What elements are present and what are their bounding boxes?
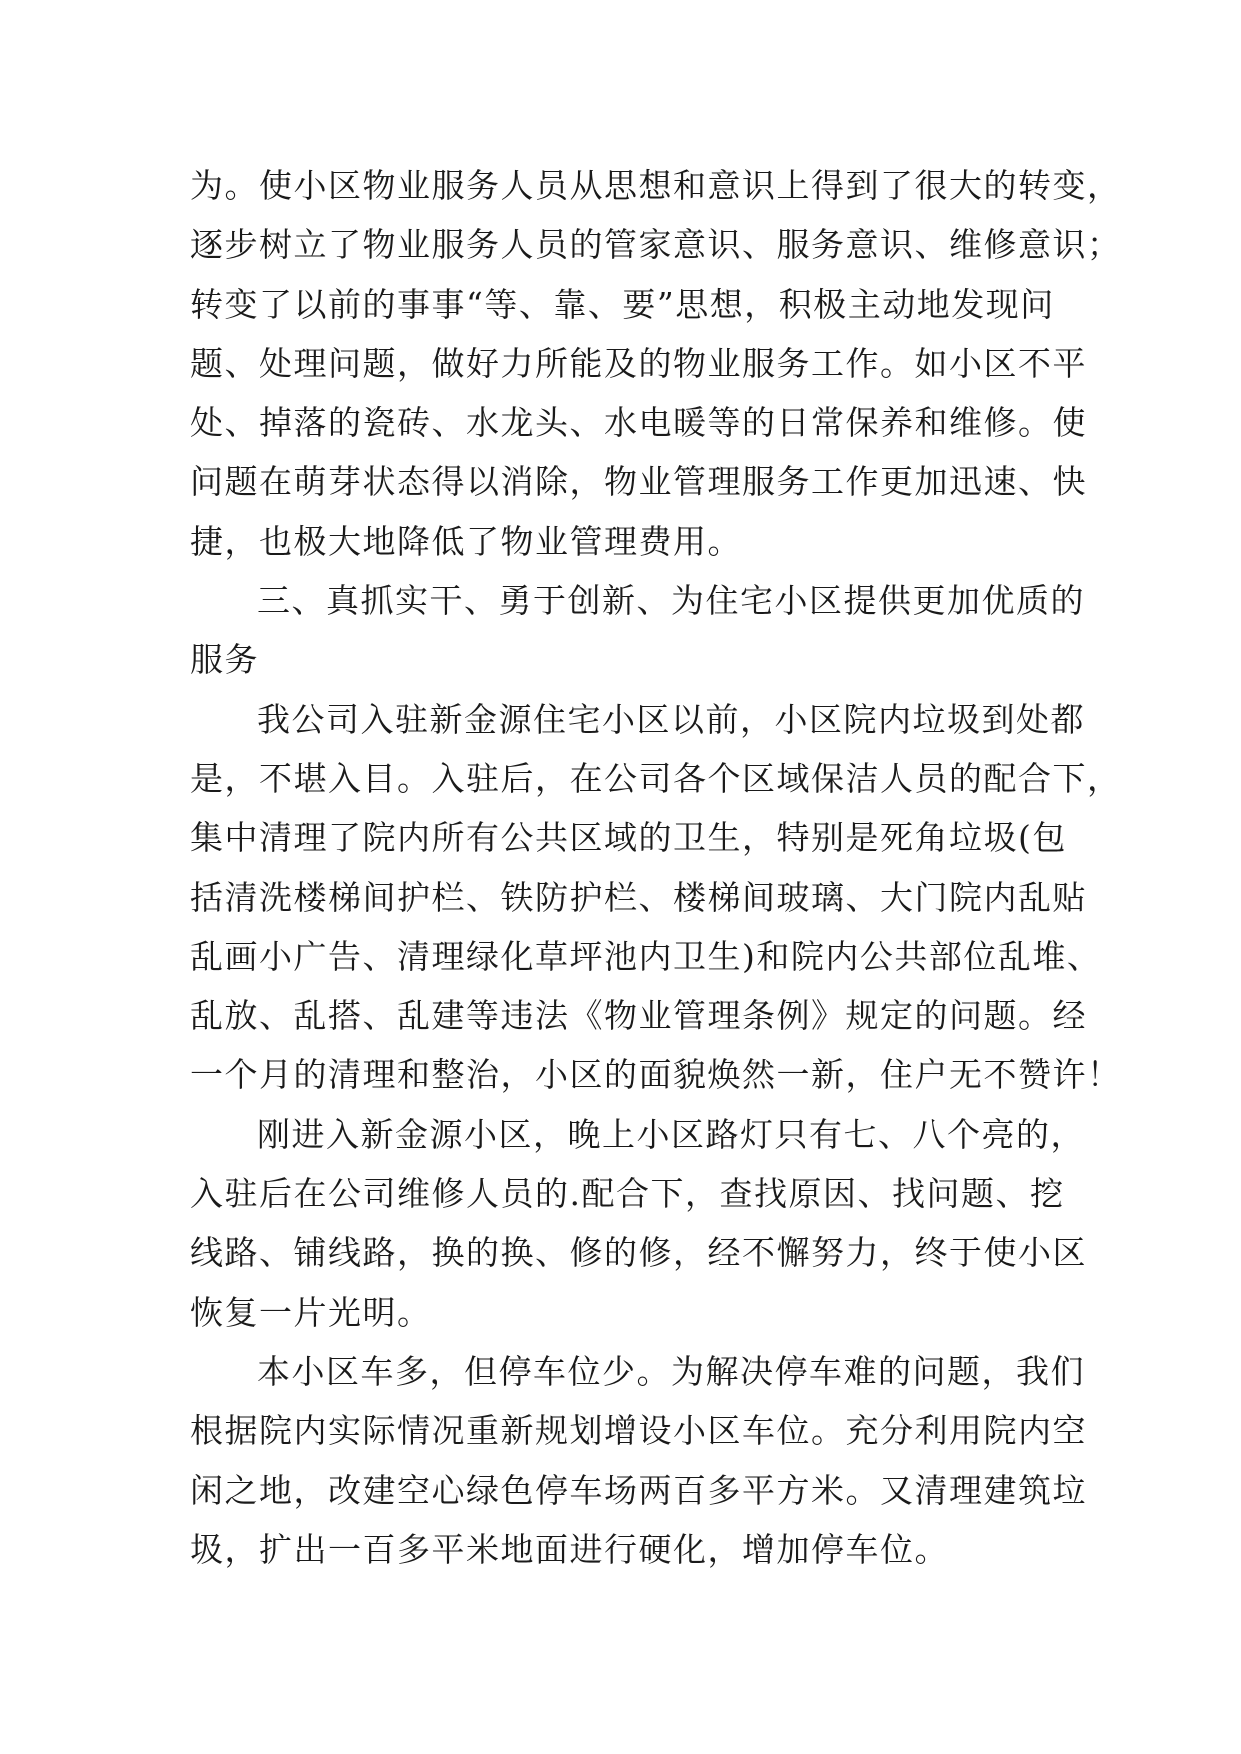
paragraph-first-line: 刚进入新金源小区，晚上小区路灯只有七、八个亮的， — [257, 1114, 1085, 1154]
text-line: 集中清理了院内所有公共区域的卫生，特别是死角垃圾(包 — [190, 818, 1067, 858]
text-line: 圾，扩出一百多平米地面进行硬化，增加停车位。 — [190, 1529, 949, 1569]
text-line: 服务 — [190, 640, 259, 680]
text-line: 线路、铺线路，换的换、修的修，经不懈努力，终于使小区 — [190, 1233, 1087, 1273]
paragraph-first-line: 本小区车多，但停车位少。为解决停车难的问题，我们 — [257, 1351, 1085, 1391]
paragraph-first-line: 三、真抓实干、勇于创新、为住宅小区提供更加优质的 — [257, 581, 1085, 621]
text-line: 入驻后在公司维修人员的.配合下，查找原因、找问题、挖 — [190, 1174, 1065, 1214]
text-line: 是，不堪入目。入驻后，在公司各个区域保洁人员的配合下， — [190, 758, 1122, 798]
text-line: 闲之地，改建空心绿色停车场两百多平方米。又清理建筑垃 — [190, 1470, 1087, 1510]
text-line: 处、掉落的瓷砖、水龙头、水电暖等的日常保养和维修。使 — [190, 403, 1087, 443]
text-line: 题、处理问题，做好力所能及的物业服务工作。如小区不平 — [190, 343, 1087, 383]
text-line: 一个月的清理和整治，小区的面貌焕然一新，住户无不赞许！ — [190, 1055, 1122, 1095]
body-text — [190, 156, 1122, 1579]
text-line: 逐步树立了物业服务人员的管家意识、服务意识、维修意识； — [190, 225, 1122, 265]
text-line: 根据院内实际情况重新规划增设小区车位。充分利用院内空 — [190, 1411, 1087, 1451]
text-line: 捷，也极大地降低了物业管理费用。 — [190, 521, 742, 561]
text-line: 转变了以前的事事“等、靠、要”思想，积极主动地发现问 — [190, 284, 1055, 324]
text-line: 恢复一片光明。 — [190, 1292, 432, 1332]
text-line: 括清洗楼梯间护栏、铁防护栏、楼梯间玻璃、大门院内乱贴 — [190, 877, 1087, 917]
text-line: 问题在萌芽状态得以消除，物业管理服务工作更加迅速、快 — [190, 462, 1087, 502]
text-line: 乱画小广告、清理绿化草坪池内卫生)和院内公共部位乱堆、 — [190, 936, 1102, 976]
paragraph-first-line: 我公司入驻新金源住宅小区以前，小区院内垃圾到处都 — [257, 699, 1085, 739]
text-line: 为。使小区物业服务人员从思想和意识上得到了很大的转变， — [190, 166, 1122, 205]
text-line: 乱放、乱搭、乱建等违法《物业管理条例》规定的问题。经 — [190, 996, 1087, 1036]
